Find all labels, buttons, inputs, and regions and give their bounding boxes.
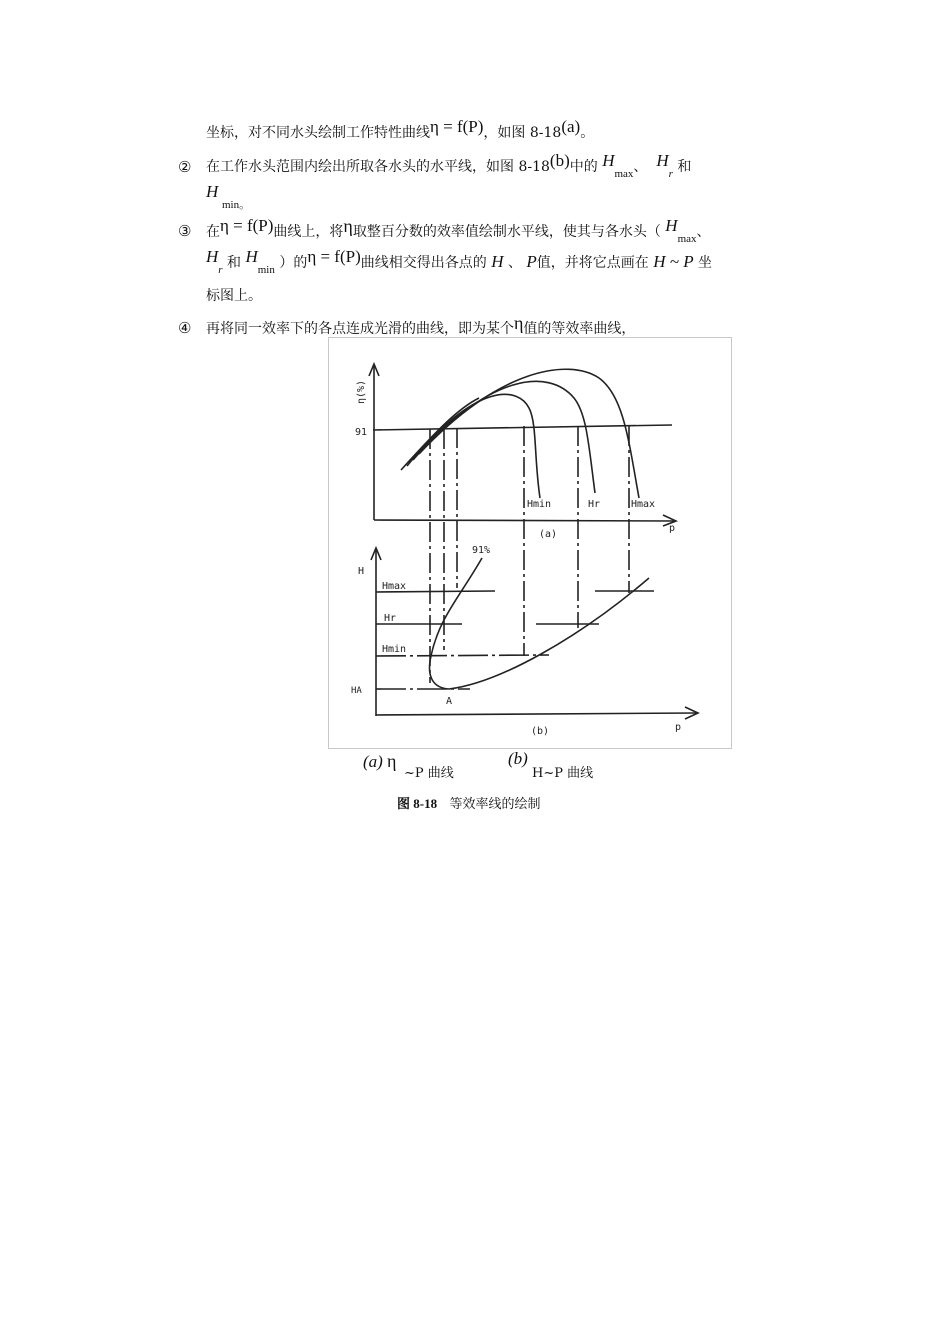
item3-hr-h: H [206, 247, 219, 266]
item2-and: 和 [677, 159, 692, 175]
item2-sep: 、 [633, 159, 648, 175]
a-label-hr: Hr [588, 499, 601, 510]
figure-8-18 [328, 337, 732, 749]
item2-hmax-sub: max [614, 168, 634, 180]
item3-hmin-sub: min [257, 264, 275, 276]
figure-caption [397, 793, 541, 812]
caption-a-text: ~P 曲线 [404, 766, 454, 781]
item3-t5: 曲线相交得出各点的 [360, 255, 487, 271]
p1-prefix: 坐标，对不同水头绘制工作特性曲线 [206, 125, 430, 141]
item3-t6: 值，并将它点画在 [536, 255, 649, 271]
item3-eta: η [343, 216, 353, 236]
item3-sep2: 、 [507, 255, 522, 271]
item3-hmin-h: H [245, 247, 258, 266]
item3-formula: η = f(P) [220, 216, 274, 235]
item2-hmax-h: H [602, 151, 615, 170]
item4-eta: η [514, 313, 524, 333]
item3-p: P [526, 252, 537, 271]
b-label-a: A [446, 696, 453, 707]
item3-t8: 标图上。 [206, 288, 262, 304]
item4-marker: ④ [178, 319, 192, 337]
item3-hp: H ~ P [653, 252, 694, 271]
item2-line2b [222, 194, 250, 215]
item2-marker: ② [178, 158, 192, 176]
caption-a [363, 751, 396, 772]
p1-formula: η = f(P) [430, 117, 484, 136]
caption-a-eta: η [386, 751, 397, 771]
caption-b-text-wrap [532, 762, 593, 781]
b-panel-label: (b) [531, 726, 550, 737]
item2-hmin-sub: min [222, 199, 240, 211]
figure-svg [329, 338, 731, 748]
b-level-hmin [376, 655, 549, 656]
b-label-hr: Hr [384, 613, 397, 624]
item3-hmax-h: H [665, 216, 678, 235]
b-x-axis [376, 713, 696, 715]
a-panel-label: (a) [539, 529, 558, 540]
caption-b-text: H~P 曲线 [532, 766, 594, 781]
item2-hr-sub: r [668, 168, 673, 180]
p1-suffix: 。 [580, 125, 595, 141]
item3-line3 [206, 286, 262, 306]
item2-line2 [206, 182, 218, 203]
caption-b [508, 749, 528, 769]
item3-t4: ）的 [279, 255, 308, 271]
item3-marker: ③ [178, 222, 192, 240]
item2-hr-h: H [656, 151, 669, 170]
figure-number: 图 8-18 [397, 796, 438, 811]
item3-sep: 、 [696, 224, 711, 240]
a-curve-hmax [419, 369, 639, 498]
p1-middle: ，如图 8-18 [483, 125, 562, 141]
item3-hr-sub: r [218, 264, 223, 276]
item4-t2: 值的等效率曲线， [523, 321, 636, 337]
a-tick-91: 91 [355, 427, 368, 438]
a-curve-hr [413, 381, 595, 493]
a-x-label: p [669, 523, 676, 534]
item3-t2: 曲线上，将 [273, 224, 344, 240]
caption-a-ref: (a) [363, 752, 383, 771]
a-label-hmax: Hmax [631, 499, 656, 510]
b-label-hmax: Hmax [382, 581, 407, 592]
item4-line [206, 313, 636, 339]
item3-line2 [206, 247, 713, 276]
item4-t1: 再将同一效率下的各点连成光滑的曲线，即为某个 [206, 321, 514, 337]
a-level-91 [373, 425, 672, 430]
item3-formula2: η = f(P) [307, 247, 361, 266]
item3-t1: 在 [206, 224, 220, 240]
item2-hmin-h: H [206, 182, 219, 201]
item2-text1: 在工作水头范围内绘出所取各水头的水平线，如图 8-18 [206, 159, 550, 175]
a-label-hmin: Hmin [527, 499, 552, 510]
item3-and: 和 [227, 255, 242, 271]
b-x-label: p [675, 722, 682, 733]
item3-t3: 取整百分数的效率值绘制水平线，使其与各水头（ [352, 224, 661, 240]
item3-t7: 坐 [698, 255, 713, 271]
item2-end: 。 [239, 198, 251, 211]
b-label-91: 91% [472, 545, 491, 556]
item2-fig-ref: (b) [549, 151, 570, 170]
item2-text2: 中的 [569, 159, 598, 175]
item2-line1 [206, 151, 692, 180]
caption-b-ref: (b) [508, 749, 528, 768]
item3-h: H [491, 252, 504, 271]
p1-fig-ref: (a) [561, 117, 581, 136]
b-label-hmin: Hmin [382, 644, 407, 655]
figure-title: 等效率线的绘制 [449, 797, 541, 812]
a-y-label: η(%) [356, 379, 367, 404]
paragraph-1 [206, 117, 595, 143]
item3-hmax-sub: max [677, 233, 697, 245]
item3-line1 [206, 216, 711, 245]
b-y-label: H [358, 566, 365, 577]
caption-a-text-wrap [404, 762, 454, 781]
b-label-ha: HA [351, 686, 362, 696]
